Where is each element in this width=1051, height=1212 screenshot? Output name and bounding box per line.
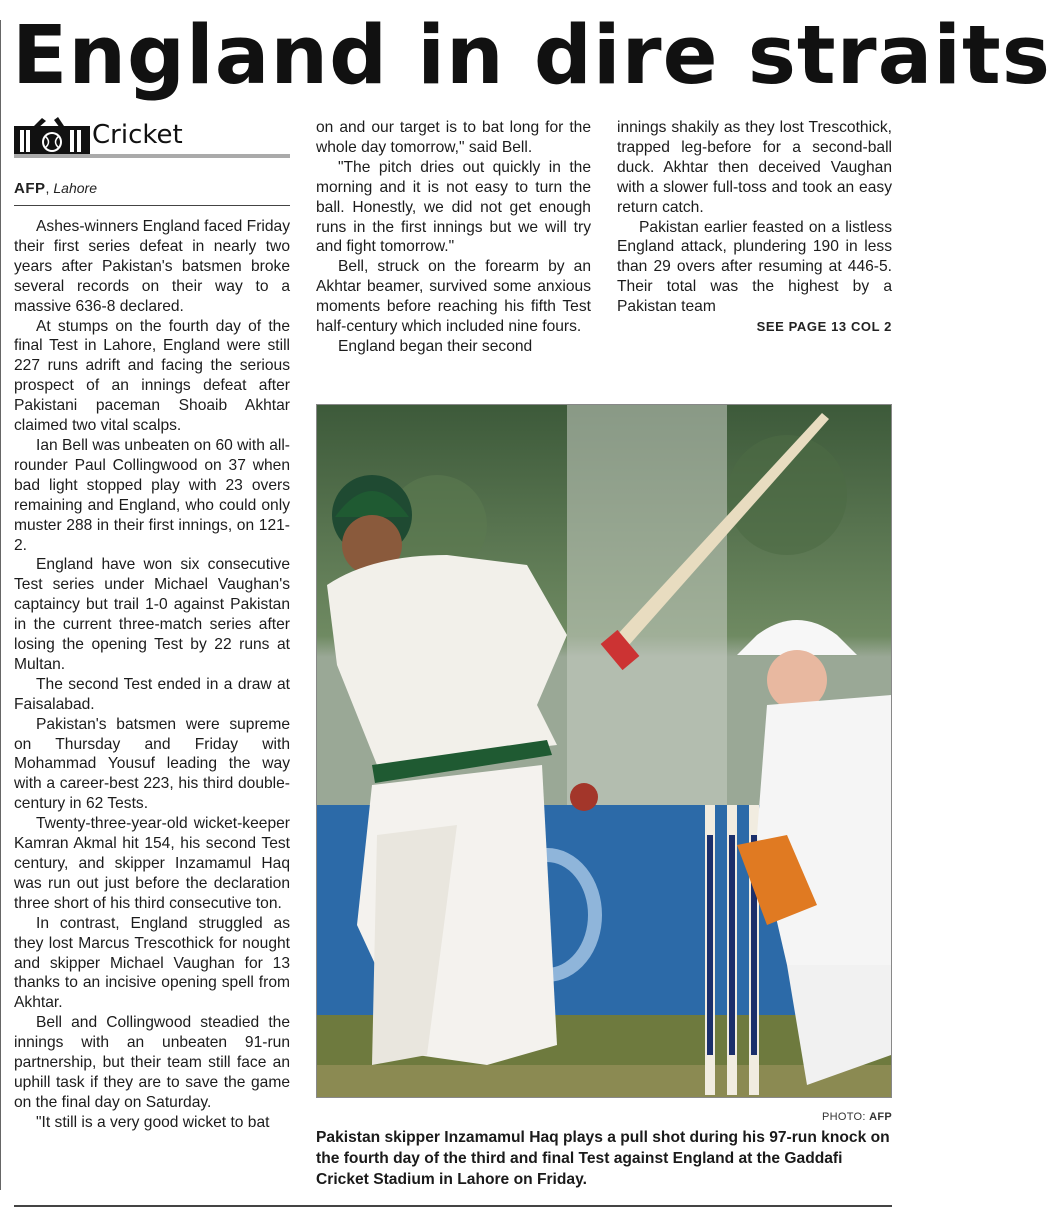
cricket-logo-icon <box>14 116 90 156</box>
paragraph: Ashes-winners England faced Friday their first series defeat in nearly two years after Pakistan's batsmen broke several records on their way to a massive 636-8 declared. <box>14 218 290 315</box>
paragraph: Bell, struck on the forearm by an Akhtar beamer, survived some anxious moments before reaching his fifth Test half-century which included nine fours. <box>316 258 591 336</box>
byline-location: Lahore <box>53 180 97 196</box>
section-header <box>14 114 290 160</box>
article-column-2 <box>316 118 591 357</box>
paragraph: The second Test ended in a draw at Faisalabad. <box>14 675 290 713</box>
news-photo <box>316 404 892 1098</box>
paragraph: At stumps on the fourth day of the final Test in Lahore, England were still 227 runs adrift and facing the serious prospect of an innings defeat after Pakistani paceman Shoaib Akhtar claimed two vital scalps. <box>14 317 290 435</box>
byline-divider <box>14 205 290 206</box>
continued-jump-line: SEE PAGE 13 COL 2 <box>756 319 892 334</box>
paragraph: Pakistan's batsmen were supreme on Thursday and Friday with Mohammad Yousuf leading the way with a career-best 223, his third double-century in 62 Tests. <box>14 715 290 813</box>
article-column-3 <box>617 118 892 317</box>
photo-credit-label: PHOTO: <box>821 1111 866 1123</box>
page-bottom-rule <box>14 1205 892 1207</box>
photo-credit <box>822 1111 892 1123</box>
paragraph: Bell and Collingwood steadied the innings with an unbeaten 91-run partnership, but their team still face an uphill task if they are to save the game on the final day on Saturday. <box>14 1014 290 1111</box>
paragraph: England have won six consecutive Test series under Michael Vaughan's captaincy but trail 1-0 against Pakistan in the current three-match series after losing the opening Test by 22 runs at Multan. <box>14 556 290 673</box>
paragraph: "The pitch dries out quickly in the morning and it is not easy to turn the ball. Honestly, we did not get enough runs in the first innings but we will try and fight tomorrow." <box>316 158 591 256</box>
batsman-photo-illustration <box>317 405 891 1097</box>
section-title: Cricket <box>92 120 183 150</box>
paragraph: In contrast, England struggled as they lost Marcus Trescothick for nought and skipper Michael Vaughan for 13 thanks to an incisive opening spell from Akhtar. <box>14 914 290 1012</box>
photo-caption: Pakistan skipper Inzamamul Haq plays a pull shot during his 97-run knock on the fourth day of the third and final Test against England at the Gaddafi Cricket Stadium in Lahore on Friday. <box>316 1129 890 1188</box>
byline-agency: AFP <box>14 180 46 197</box>
paragraph-continued: innings shakily as they lost Trescothick, trapped leg-before for a second-ball duck. Akhtar then deceived Vaughan with a slower full-toss and took an easy return catch. <box>617 119 892 216</box>
paragraph: Twenty-three-year-old wicket-keeper Kamran Akmal hit 154, his second Test century, and skipper Inzamamul Haq was run out just before the declaration three short of his third consecutive ton. <box>14 815 290 912</box>
section-divider <box>14 154 290 158</box>
photo-credit-agency: AFP <box>869 1111 892 1123</box>
paragraph-continued: on and our target is to bat long for the whole day tomorrow," said Bell. <box>316 119 591 156</box>
paragraph: "It still is a very good wicket to bat <box>36 1113 270 1131</box>
page-border-left <box>0 20 1 1190</box>
paragraph: England began their second <box>338 337 533 355</box>
paragraph: Ian Bell was unbeaten on 60 with all-rounder Paul Collingwood on 37 when bad light stopped play with 23 overs remaining and England, who could only muster 288 in their first innings, on 121-2. <box>14 436 290 554</box>
byline: AFP, Lahore <box>14 180 97 197</box>
paragraph: Pakistan earlier feasted on a listless England attack, plundering 190 in less than 29 overs after resuming at 446-5. Their total was the highest by a Pakistan team <box>617 218 892 316</box>
headline: England in dire straits <box>12 9 1051 103</box>
article-column-1 <box>14 217 290 1133</box>
